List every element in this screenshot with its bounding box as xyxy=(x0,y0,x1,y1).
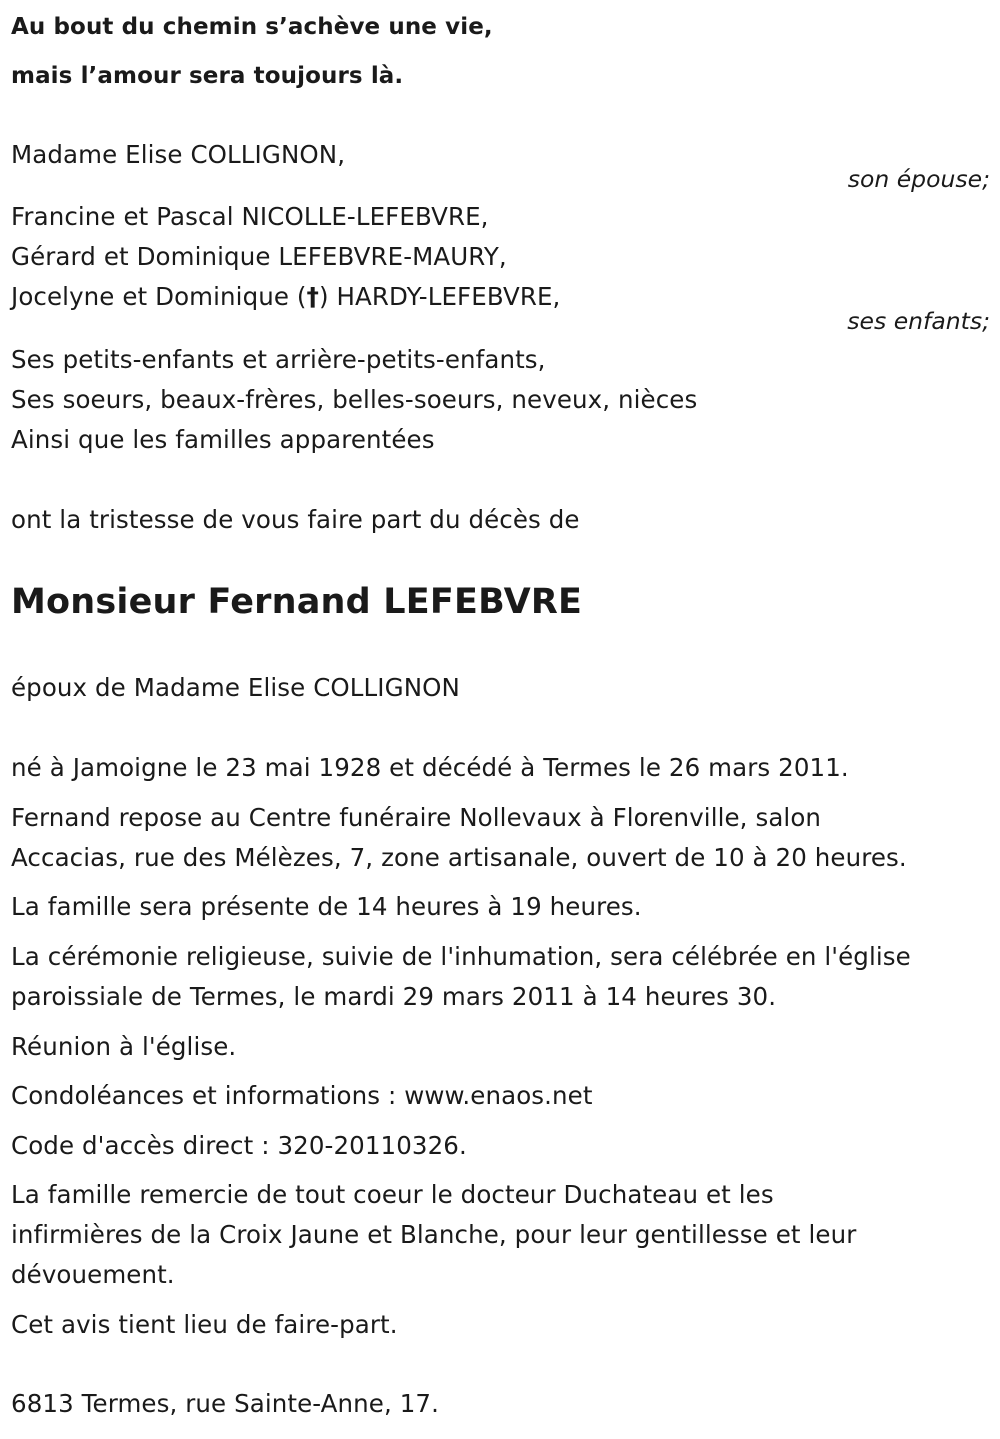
spouse-name: Madame Elise COLLIGNON, xyxy=(11,140,346,169)
child-3-prefix: Jocelyne et Dominique ( xyxy=(11,282,307,311)
rest-line-2: Accacias, rue des Mélèzes, 7, zone artisanale, ouvert de 10 à 20 heures. xyxy=(11,843,907,872)
ceremony-line-1: La cérémonie religieuse, suivie de l'inhumation, sera célébrée en l'église xyxy=(11,942,911,971)
child-2: Gérard et Dominique LEFEBVRE-MAURY, xyxy=(11,242,507,271)
children-role: ses enfants; xyxy=(847,307,990,335)
presence: La famille sera présente de 14 heures à 19 heures. xyxy=(11,892,642,921)
ceremony-line-2: paroissiale de Termes, le mardi 29 mars 2011 à 14 heures 30. xyxy=(11,982,777,1011)
deceased-name: Monsieur Fernand LEFEBVRE xyxy=(11,582,583,622)
meeting: Réunion à l'église. xyxy=(11,1032,237,1061)
thanks-line-2: infirmières de la Croix Jaune et Blanche, pour leur gentillesse et leur xyxy=(11,1220,857,1249)
family-line-2: Ses soeurs, beaux-frères, belles-soeurs, neveux, nièces xyxy=(11,385,698,414)
family-line-3: Ainsi que les familles apparentées xyxy=(11,425,435,454)
announcement: ont la tristesse de vous faire part du décès de xyxy=(11,505,580,534)
family-line-1: Ses petits-enfants et arrière-petits-enfants, xyxy=(11,345,546,374)
spouse-role: son épouse; xyxy=(847,165,990,193)
thanks-line-1: La famille remercie de tout coeur le docteur Duchateau et les xyxy=(11,1180,774,1209)
motto-line-1: Au bout du chemin s’achève une vie, xyxy=(11,14,493,40)
condolences: Condoléances et informations : www.enaos.net xyxy=(11,1081,593,1110)
rest-line-1: Fernand repose au Centre funéraire Nollevaux à Florenville, salon xyxy=(11,803,822,832)
access-code: Code d'accès direct : 320-20110326. xyxy=(11,1131,467,1160)
motto-line-2: mais l’amour sera toujours là. xyxy=(11,63,404,89)
spouse-of: époux de Madame Elise COLLIGNON xyxy=(11,673,460,702)
thanks-line-3: dévouement. xyxy=(11,1260,175,1289)
cross-icon: † xyxy=(306,282,319,311)
child-3 xyxy=(11,282,560,312)
child-3-suffix: ) HARDY-LEFEBVRE, xyxy=(318,282,561,311)
child-1: Francine et Pascal NICOLLE-LEFEBVRE, xyxy=(11,202,489,231)
notice: Cet avis tient lieu de faire-part. xyxy=(11,1310,398,1339)
birth-death: né à Jamoigne le 23 mai 1928 et décédé à Termes le 26 mars 2011. xyxy=(11,753,849,782)
address: 6813 Termes, rue Sainte-Anne, 17. xyxy=(11,1389,440,1418)
